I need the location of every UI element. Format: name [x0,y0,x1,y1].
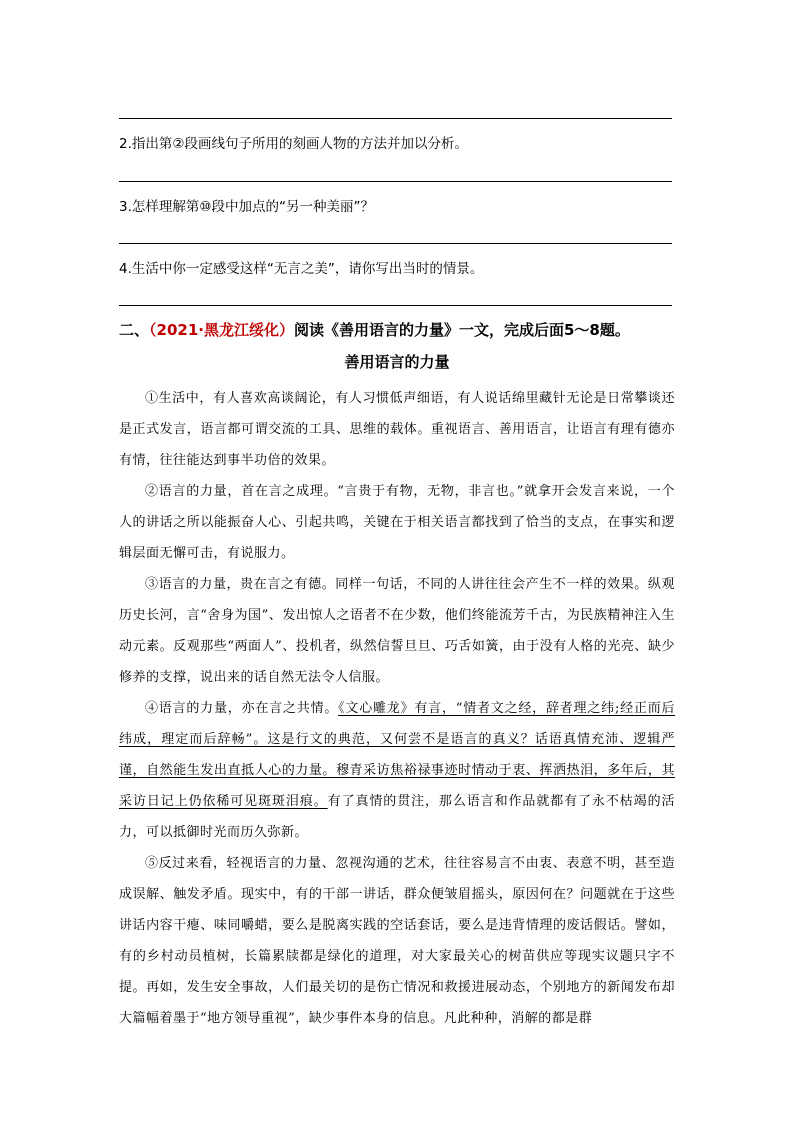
section-source: （2021·黑龙江绥化） [149,321,294,339]
section-heading [119,319,630,340]
question-2: 2.指出第②段画线句子所用的刻画人物的方法并加以分析。 [119,136,468,152]
paragraph-4-lead: ④语言的力量，亦在言之共情。 [145,701,339,716]
paragraph-2: ②语言的力量，首在言之成理。“言贵于有物，无物，非言也。”就拿开会发言来说，一个人的讲话之所以能振奋人心、引起共鸣，关键在于相关语言都找到了恰当的支点，在事实和逻辑层面无懈可击，有说服力。 [119,484,675,561]
question-3: 3.怎样理解第⑩段中加点的“另一种美丽”？ [119,199,374,215]
section-prefix: 二、 [119,321,150,339]
paragraph-4-underlined: 《文心雕龙》有言，“情者文之经，辞者理之纬;经正而后纬成，理定而后辞畅”。这是行文的典范，又何尝不是语言的真义？话语真情充沛、逻辑严谨，自然能生发出直抵人心的力量。穆青采访焦裕禄事迹时情动于衷、挥洒热泪，多年后，其采访日记上仍依稀可见斑斑泪痕。 [119,701,675,809]
article-title: 善用语言的力量 [344,353,450,371]
answer-line-3 [119,243,672,244]
paragraph-1: ①生活中，有人喜欢高谈阔论，有人习惯低声细语，有人说话绵里藏针无论是日常攀谈还是正式发言，语言都可谓交流的工具、思维的载体。重视语言、善用语言，让语言有理有德亦有情，往往能达到事半功倍的效果。 [119,391,675,468]
paragraph-3: ③语言的力量，贵在言之有德。同样一句话，不同的人讲往往会产生不一样的效果。纵观历史长河，言“舍身为国”、发出惊人之语者不在少数，他们终能流芳千古，为民族精神注入生动元素。反观那些“两面人”、投机者，纵然信誓旦旦、巧舌如簧，由于没有人格的光亮、缺少修养的支撑，说出来的话自然无法令人信服。 [119,577,675,685]
answer-line-1 [119,118,672,119]
paragraph-5: ⑤反过来看，轻视语言的力量、忽视沟通的艺术，往往容易言不由衷、表意不明，甚至造成误解、触发矛盾。现实中，有的干部一讲话，群众便皱眉摇头，原因何在？问题就在于这些讲话内容干瘪、味同嚼蜡，要么是脱离实践的空话套话，要么是违背情理的废话假话。譬如，有的乡村动员植树，长篇累牍都是绿化的道理，对大家最关心的树苗供应等现实议题只字不提。再如，发生安全事故，人们最关切的是伤亡情况和救援进展动态，个别地方的新闻发布却大篇幅着墨于“地方领导重视”，缺少事件本身的信息。凡此种种，消解的都是群 [119,856,675,1026]
paragraph-4 [119,693,675,848]
question-4: 4.生活中你一定感受这样“无言之美”，请你写出当时的情景。 [119,261,484,277]
section-instruction: 阅读《善用语言的力量》一文，完成后面5～8题。 [293,321,630,339]
answer-line-4 [119,305,672,306]
article-body [119,383,675,1034]
answer-line-2 [119,181,672,182]
paragraph-4-tail: 有了真情的贯注，那么语言和作品就都有了永不枯竭的活力，可以抵御时光而历久弥新。 [119,794,675,840]
